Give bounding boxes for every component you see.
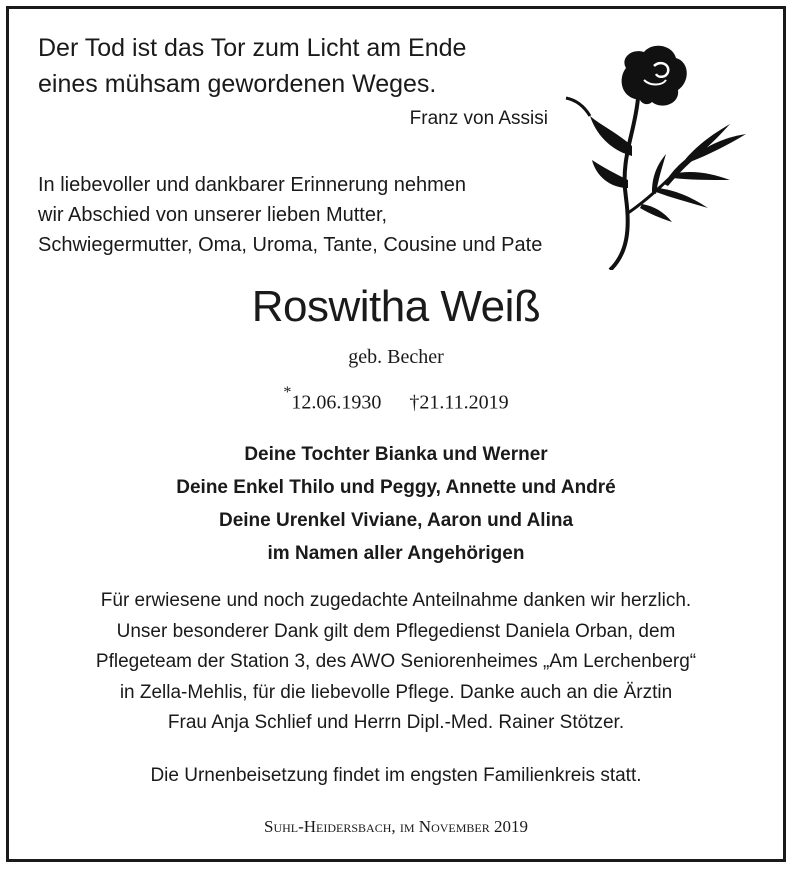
quote-line: Der Tod ist das Tor zum Licht am Ende: [38, 34, 467, 62]
thanks-line: in Zella-Mehlis, für die liebevolle Pflege. Danke auch an die Ärztin: [119, 681, 673, 703]
family-list: [10, 438, 782, 570]
family-line: im Namen aller Angehörigen: [267, 543, 525, 564]
family-line: Deine Tochter Bianka und Werner: [244, 444, 548, 465]
thanks-line: Für erwiesene und noch zugedachte Anteilnahme danken wir herzlich.: [100, 590, 692, 611]
thanks-text: [10, 586, 782, 739]
quote: [38, 30, 466, 102]
birth-date: 12.06.1930: [291, 391, 382, 414]
intro-text: [38, 170, 542, 260]
quote-author: Franz von Assisi: [409, 108, 548, 129]
place-and-date: Suhl-Heidersbach, im November 2019: [263, 817, 528, 836]
family-line: Deine Enkel Thilo und Peggy, Annette und André: [176, 477, 616, 498]
birth-symbol: *: [283, 384, 292, 401]
burial-notice: Die Urnenbeisetzung findet im engsten Familienkreis statt.: [150, 765, 642, 786]
rose-icon: [540, 38, 760, 270]
death-symbol: †: [409, 391, 420, 414]
thanks-line: Pflegeteam der Station 3, des AWO Seniorenheimes „Am Lerchenberg“: [95, 651, 697, 672]
deceased-name: Roswitha Weiß: [251, 282, 541, 331]
family-line: Deine Urenkel Viviane, Aaron und Alina: [218, 510, 574, 531]
intro-line: wir Abschied von unserer lieben Mutter,: [38, 204, 388, 226]
intro-line: Schwiegermutter, Oma, Uroma, Tante, Cousine und Pate: [38, 234, 543, 256]
intro-line: In liebevoller und dankbarer Erinnerung nehmen: [38, 174, 467, 196]
quote-line: eines mühsam gewordenen Weges.: [38, 70, 437, 98]
thanks-line: Frau Anja Schlief und Herrn Dipl.-Med. Rainer Stötzer.: [167, 712, 625, 733]
life-dates: [10, 384, 782, 416]
thanks-line: Unser besonderer Dank gilt dem Pflegedienst Daniela Orban, dem: [116, 620, 676, 642]
death-date: 21.11.2019: [419, 391, 509, 414]
birth-name: geb. Becher: [348, 346, 444, 368]
